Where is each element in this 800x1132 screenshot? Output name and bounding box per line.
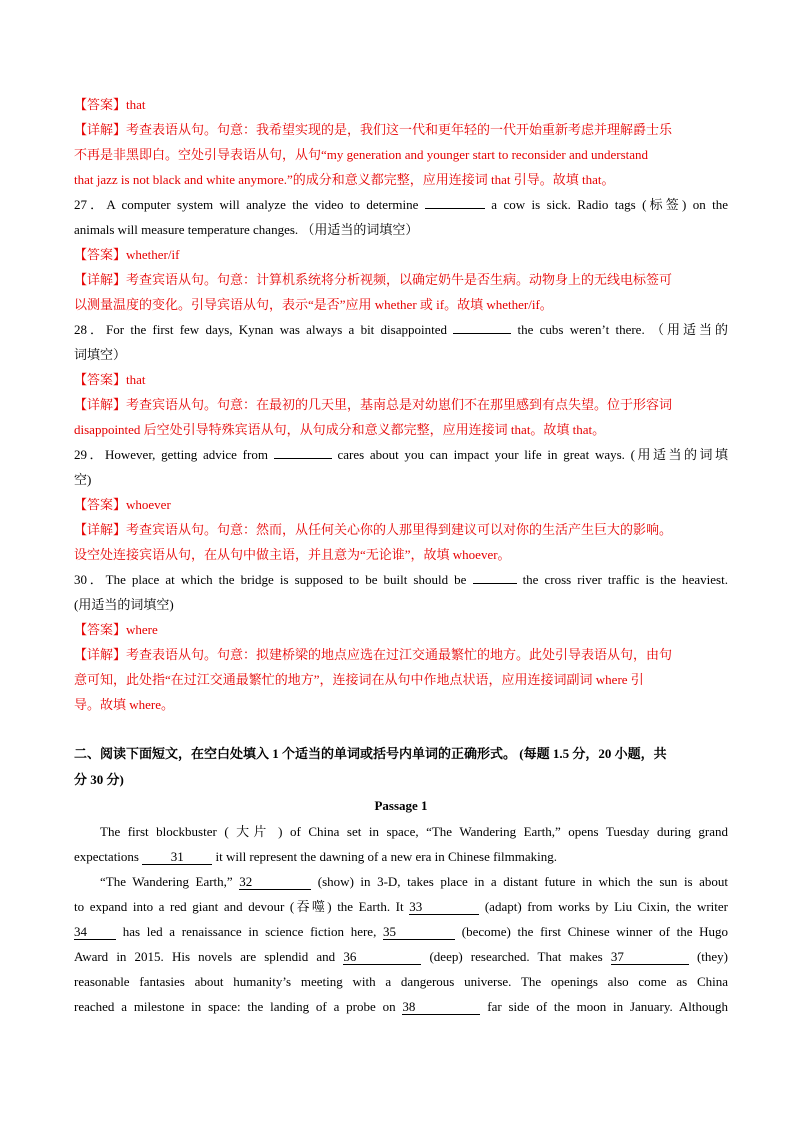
detail-line: 【详解】考查表语从句。句意：拟建桥梁的地点应选在过江交通最繁忙的地方。此处引导表语从句，由句: [74, 647, 673, 662]
detail-line: disappointed 后空处引导特殊宾语从句，从句成分和意义都完整，应用连接词 that。故填 that。: [74, 422, 606, 437]
section-heading: 二、阅读下面短文，在空白处填入 1 个适当的单词或括号内单词的正确形式。 (每题 1.5 分，20 小题，共: [74, 746, 667, 761]
answer-blank[interactable]: [425, 194, 485, 209]
detail-line: 导。故填 where。: [74, 697, 175, 712]
passage-blank-31[interactable]: 31: [142, 850, 212, 865]
section-heading: 分 30 分): [74, 772, 124, 787]
passage-line: expectations 31 it will represent the dawning of a new era in Chinese filmmaking.: [74, 849, 558, 864]
passage-line: The first blockbuster ( 大片 ) of China set in space, “The Wandering Earth,” opens Tuesday during grand: [100, 824, 728, 839]
detail-line: that jazz is not black and white anymore.”的成分和意义都完整，应用连接词 that 引导。故填 that。: [74, 172, 615, 187]
question-line: 30．The place at which the bridge is supposed to be built should be the cross river traffic is the heaviest.: [74, 567, 728, 592]
passage-blank-33[interactable]: 33: [409, 900, 479, 915]
detail-line: 意可知，此处指“在过江交通最繁忙的地方”，连接词在从句中作地点状语，应用连接词副词 where 引: [74, 672, 644, 687]
answer-blank[interactable]: [274, 444, 332, 459]
detail-line: 以测量温度的变化。引导宾语从句，表示“是否”应用 whether 或 if。故填 whether/if。: [74, 297, 553, 312]
answer-line: 【答案】where: [74, 622, 158, 637]
answer-line: 【答案】whoever: [74, 497, 171, 512]
answer-line: 【答案】that: [74, 372, 146, 387]
passage-line: reasonable fantasies about humanity’s meeting with a dangerous universe. The openings also come as China: [74, 974, 728, 989]
question-line: 28．For the first few days, Kynan was always a bit disappointed the cubs weren’t there. （用适当的: [74, 317, 728, 342]
answer-line: 【答案】that: [74, 97, 146, 112]
detail-line: 【详解】考查宾语从句。句意：然而，从任何关心你的人那里得到建议可以对你的生活产生巨大的影响。: [74, 522, 673, 537]
question-line: animals will measure temperature changes. （用适当的词填空）: [74, 222, 419, 237]
detail-line: 【详解】考查宾语从句。句意：在最初的几天里，基南总是对幼崽们不在那里感到有点失望。位于形容词: [74, 397, 673, 412]
answer-blank[interactable]: [473, 569, 517, 584]
detail-line: 不再是非黑即白。空处引导表语从句，从句“my generation and younger start to reconsider and understand: [74, 147, 649, 162]
passage-line: Award in 2015. His novels are splendid and 36 (deep) researched. That makes 37 (they): [74, 949, 729, 964]
passage-blank-38[interactable]: 38: [402, 1000, 480, 1015]
passage-blank-36[interactable]: 36: [343, 950, 421, 965]
passage-line: reached a milestone in space: the landing of a probe on 38 far side of the moon in January. Although: [74, 999, 728, 1014]
detail-line: 【详解】考查宾语从句。句意：计算机系统将分析视频，以确定奶牛是否生病。动物身上的无线电标签可: [74, 272, 673, 287]
question-line: 空): [74, 472, 92, 487]
question-line: 词填空）: [74, 347, 127, 362]
passage-line: “The Wandering Earth,” 32 (show) in 3-D, takes place in a distant future in which the sun is about: [100, 874, 729, 889]
passage-blank-34[interactable]: 34: [74, 925, 116, 940]
answer-blank[interactable]: [453, 319, 511, 334]
passage-blank-35[interactable]: 35: [383, 925, 455, 940]
document-page: [74, 92, 728, 1019]
detail-line: 【详解】考查表语从句。句意：我希望实现的是，我们这一代和更年轻的一代开始重新考虑并理解爵士乐: [74, 122, 673, 137]
answer-line: 【答案】whether/if: [74, 247, 180, 262]
passage-line: to expand into a red giant and devour (吞噬) the Earth. It 33 (adapt) from works by Liu Cixin, the writer: [74, 899, 729, 914]
passage-blank-37[interactable]: 37: [611, 950, 689, 965]
passage-line: 34 has led a renaissance in science fiction here, 35 (become) the first Chinese winner of the Hugo: [74, 924, 729, 939]
passage-blank-32[interactable]: 32: [239, 875, 311, 890]
question-line: 27．A computer system will analyze the video to determine a cow is sick. Radio tags (标签) on the: [74, 192, 728, 217]
detail-line: 设空处连接宾语从句，在从句中做主语，并且意为“无论谁”，故填 whoever。: [74, 547, 511, 562]
passage-title: Passage 1: [374, 798, 428, 813]
question-line: (用适当的词填空): [74, 597, 174, 612]
question-line: 29．However, getting advice from cares about you can impact your life in great ways. (用适当的词填: [74, 442, 728, 467]
